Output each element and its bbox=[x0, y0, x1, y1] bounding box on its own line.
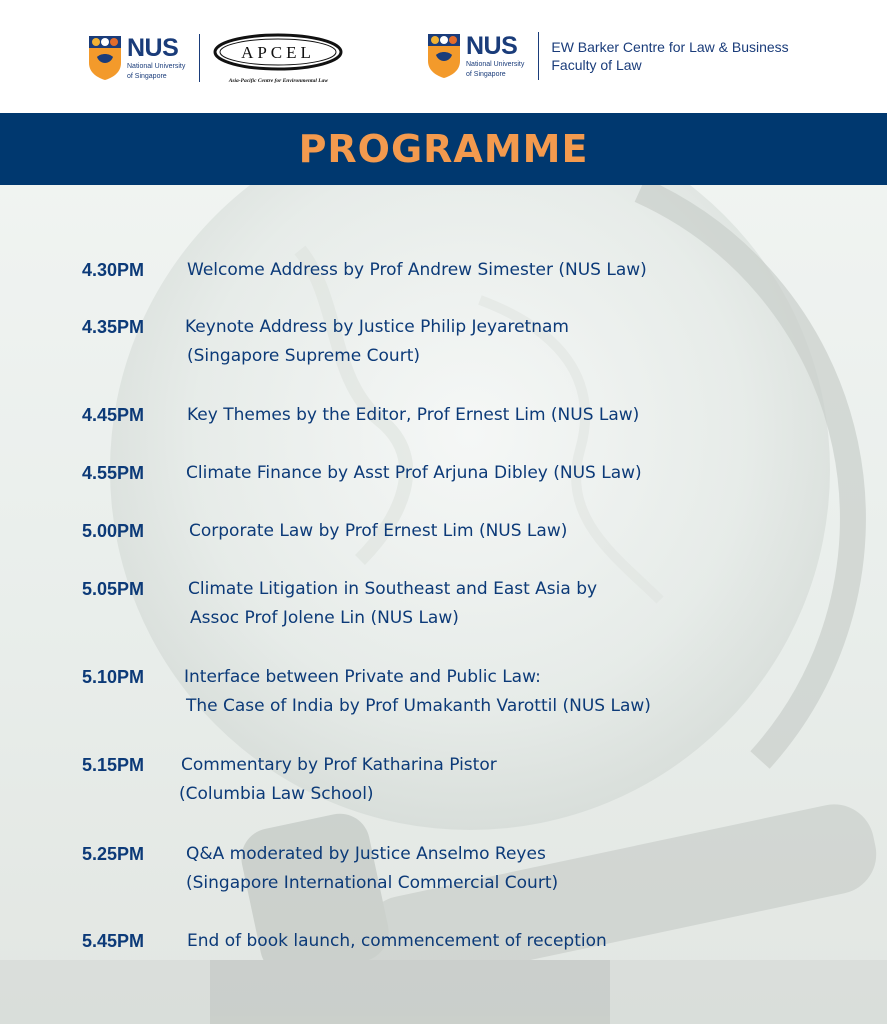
item-description: Commentary by Prof Katharina Pistor bbox=[181, 755, 497, 775]
nus-subtitle-line2: of Singapore bbox=[466, 70, 506, 78]
centre-name: EW Barker Centre for Law & Business bbox=[551, 39, 789, 55]
item-description: Keynote Address by Justice Philip Jeyaretnam bbox=[185, 317, 569, 337]
item-description: Key Themes by the Editor, Prof Ernest Lim (NUS Law) bbox=[187, 405, 640, 425]
item-description: Interface between Private and Public Law: bbox=[184, 667, 541, 687]
left-logo-group bbox=[88, 32, 344, 84]
item-time: 5.10PM bbox=[82, 667, 145, 687]
item-description-line2: (Columbia Law School) bbox=[179, 784, 374, 804]
logo-divider bbox=[538, 32, 539, 80]
item-description: Climate Litigation in Southeast and East Asia by bbox=[188, 579, 598, 599]
title-banner bbox=[0, 113, 887, 185]
right-logo-group bbox=[427, 32, 789, 80]
item-description-line2: The Case of India by Prof Umakanth Varottil (NUS Law) bbox=[186, 696, 651, 716]
apcel-mark bbox=[212, 32, 344, 72]
nus-wordmark: NUS bbox=[127, 33, 179, 62]
item-time: 4.45PM bbox=[82, 405, 145, 425]
item-time: 5.00PM bbox=[82, 521, 145, 541]
item-time: 4.30PM bbox=[82, 260, 145, 280]
item-time: 5.45PM bbox=[82, 931, 145, 951]
nus-wordmark: NUS bbox=[466, 31, 518, 60]
page-title: PROGRAMME bbox=[298, 127, 589, 171]
nus-subtitle-line2: of Singapore bbox=[127, 72, 167, 80]
item-time: 5.25PM bbox=[82, 844, 145, 864]
nus-subtitle-line1: National University bbox=[466, 60, 525, 68]
item-description: Climate Finance by Asst Prof Arjuna Dibley (NUS Law) bbox=[186, 463, 642, 483]
item-time: 4.35PM bbox=[82, 317, 145, 337]
item-description: Q&A moderated by Justice Anselmo Reyes bbox=[186, 844, 546, 864]
item-time: 5.15PM bbox=[82, 755, 145, 775]
item-description: End of book launch, commencement of reception bbox=[187, 931, 607, 951]
apcel-caption: Asia-Pacific Centre for Environmental Law bbox=[228, 78, 329, 84]
nus-crest-icon bbox=[427, 33, 461, 79]
apcel-wordmark: APCEL bbox=[241, 43, 316, 62]
item-description-line2: (Singapore Supreme Court) bbox=[187, 346, 420, 366]
apcel-logo bbox=[212, 32, 344, 84]
nus-subtitle-line1: National University bbox=[127, 62, 186, 70]
item-description: Welcome Address by Prof Andrew Simester (NUS Law) bbox=[187, 260, 647, 280]
item-description-line2: Assoc Prof Jolene Lin (NUS Law) bbox=[190, 608, 459, 628]
item-time: 4.55PM bbox=[82, 463, 145, 483]
faculty-name: Faculty of Law bbox=[551, 57, 642, 73]
item-time: 5.05PM bbox=[82, 579, 145, 599]
nus-crest-icon bbox=[88, 35, 122, 81]
item-description-line2: (Singapore International Commercial Court) bbox=[186, 873, 559, 893]
logo-divider bbox=[199, 34, 200, 82]
item-description: Corporate Law by Prof Ernest Lim (NUS Law) bbox=[189, 521, 568, 541]
header bbox=[0, 0, 887, 113]
